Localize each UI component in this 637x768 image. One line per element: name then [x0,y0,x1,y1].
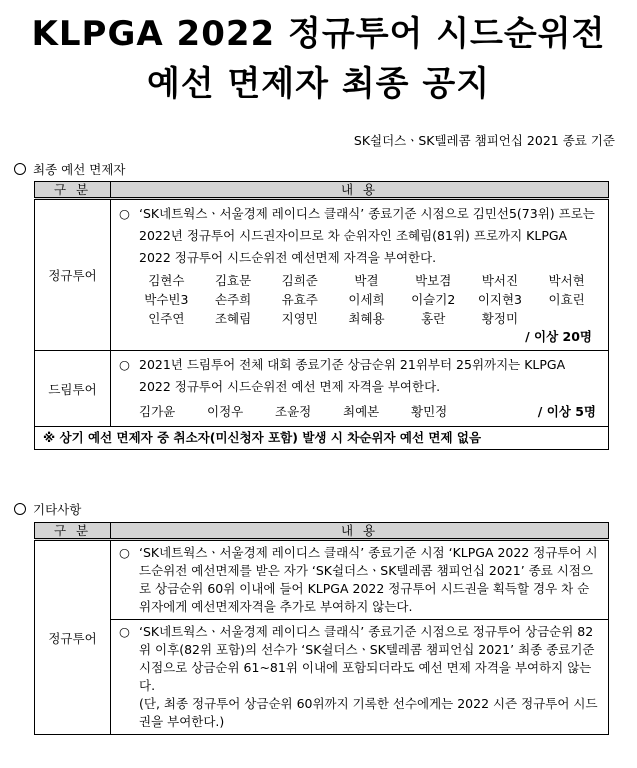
table-row-regular [35,199,609,351]
player-name: 지영민 [281,311,318,326]
table-row-dream [35,351,609,427]
category-regular-tour: 정규투어 [35,199,111,351]
other-matters-table [34,522,609,735]
list-item [119,544,600,616]
page-title-line2: 예선 면제자 최종 공지 [146,64,491,104]
player-name: 홍란 [421,311,446,326]
table-row-regular-etc [35,540,609,735]
dream-tour-count: / 이상 5명 [537,404,596,419]
player-name: 이세희 [348,292,385,307]
header-category: 구 분 [35,523,111,540]
table-footnote-row [35,427,609,450]
section1-heading [14,160,125,178]
player-name: 김효문 [214,273,252,288]
list-item [119,203,600,269]
content-regular-tour-etc [111,540,609,735]
player-name: 유효주 [281,292,318,307]
player-name: 김희준 [281,273,318,288]
player-name: 이슬기2 [411,292,456,307]
regular-tour-count: / 이상 20명 [525,329,592,344]
content-dream-tour [111,351,609,427]
player-name: 조혜림 [214,311,252,326]
header-content: 내 용 [111,182,609,199]
player-name: 박결 [354,273,379,288]
player-name: 손주희 [214,292,252,307]
etc-item-2-text: ‘SK네트웍스ㆍ서울경제 레이디스 클래식’ 종료기준 시점으로 정규투어 상금순위 82위 이후(82위 포함)의 선수가 ‘SK쉴더스ㆍSK텔레콤 챔피언십 2021’ 최종 종료기준 시점으로 상금순위 61~81위 이내에 포함되더라도 예선 면제 자격을 부여하지 않는다. [139,624,595,693]
etc-item-1-text: ‘SK네트웍스ㆍ서울경제 레이디스 클래식’ 종료기준 시점 ‘KLPGA 2022 정규투어 시드순위전 예선면제를 받은 자가 ‘SK쉴더스ㆍSK텔레콤 챔피언십 2021’ 종료 시점으로 상금순위 60위 이내에 들어 KLPGA 2022 정규투어 시드권을 획득할 경우 차 순위자에게 예선면제자격을 추가로 부여하지 않는다. [139,545,598,614]
player-name: 김현수 [148,273,185,288]
circle-bullet-icon [14,163,26,175]
section2-heading [14,500,81,518]
player-name: 박서진 [481,273,519,288]
page-title-line1: KLPGA 2022 정규투어 시드순위전 [31,14,606,54]
bullet-mark: ○ [119,624,130,639]
player-name: 최혜용 [348,311,385,326]
header-category: 구 분 [35,182,111,199]
circle-bullet-icon [14,503,26,515]
dream-tour-names [119,398,600,422]
player-name: 인주연 [148,311,185,326]
reference-subtitle: SK쉴더스ㆍSK텔레콤 챔피언십 2021 종료 기준 [353,133,615,148]
content-regular-tour [111,199,609,351]
player-name: 황민정 [411,404,448,419]
bullet-mark: ○ [119,206,130,221]
list-item [119,623,600,731]
category-regular-tour-etc: 정규투어 [35,540,111,735]
regular-tour-description: ‘SK네트웍스ㆍ서울경제 레이디스 클래식’ 종료기준 시점으로 김민선5(73위) 프로는 2022년 정규투어 시드권자이므로 차 순위자인 조혜림(81위) 프로까지 KLPGA 2022 정규투어 시드순위전 예선면제 자격을 부여한다. [139,206,595,265]
player-name: 이지현3 [477,292,523,307]
cancellation-footnote: ※ 상기 예선 면제자 중 취소자(미신청자 포함) 발생 시 차순위자 예선 면제 없음 [35,427,609,450]
bullet-mark: ○ [119,357,130,372]
player-name: 김가윤 [139,404,176,419]
table-header-row [35,523,609,540]
regular-tour-names [119,269,600,328]
bullet-mark: ○ [119,545,130,560]
player-name: 최예본 [343,404,380,419]
etc-item-2-note: (단, 최종 정규투어 상금순위 60위까지 기록한 선수에게는 2022 시즌 정규투어 시드권을 부여한다.) [139,696,598,729]
player-name: 박수빈3 [144,292,189,307]
section1-heading-text: 최종 예선 면제자 [33,162,126,177]
player-name: 조윤정 [275,404,312,419]
player-name: 이효린 [548,292,585,307]
list-item [119,354,600,398]
player-name: 이정우 [207,404,244,419]
header-content: 내 용 [111,523,609,540]
dream-tour-description: 2021년 드림투어 전체 대회 종료기준 상금순위 21위부터 25위까지는 KLPGA 2022 정규투어 시드순위전 예선 면제 자격을 부여한다. [139,357,566,394]
section2-heading-text: 기타사항 [33,502,82,517]
category-dream-tour: 드림투어 [35,351,111,427]
exemption-table [34,181,609,450]
player-name: 박서현 [548,273,585,288]
player-name: 박보겸 [415,273,452,288]
table-header-row [35,182,609,199]
player-name: 황정미 [481,311,519,326]
